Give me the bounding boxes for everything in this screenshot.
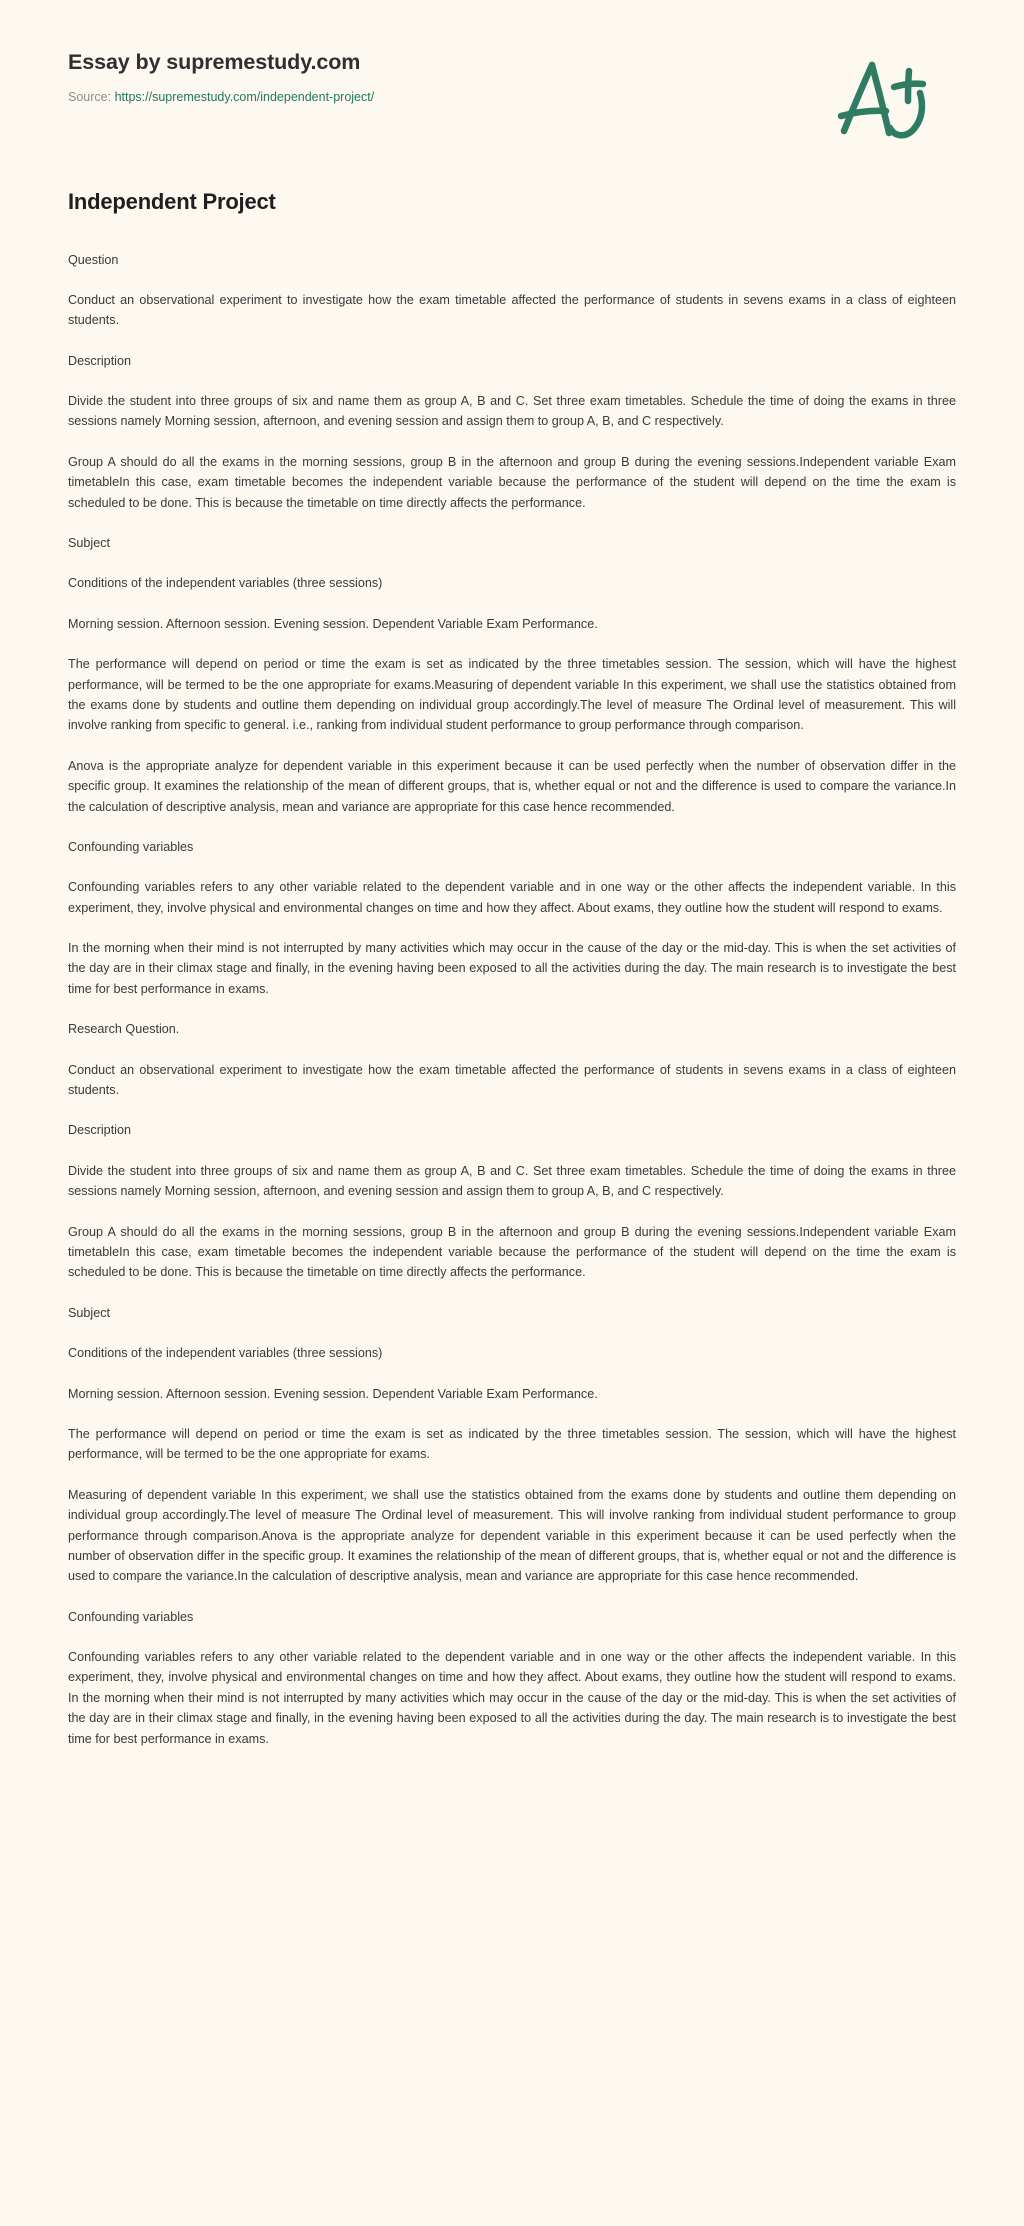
site-title: Essay by supremestudy.com (68, 50, 361, 74)
body-paragraph: Group A should do all the exams in the morning sessions, group B in the afternoon and group B during the evening sessions.Independent variable Exam timetableIn this case, exam timetable becomes the independent variable because the performance of the student will depend on the time the exam is scheduled to be done. This is because the timetable on time directly affects the performance. (68, 454, 956, 510)
body-paragraph: Conduct an observational experiment to investigate how the exam timetable affected the performance of students in sevens exams in a class of eighteen students. (68, 1062, 956, 1098)
body-paragraph: Divide the student into three groups of six and name them as group A, B and C. Set three exam timetables. Schedule the time of doing the exams in three sessions namely Morning session, afternoon, and evening session and assign them to group A, B, and C respectively. (68, 394, 956, 429)
body-paragraph: Measuring of dependent variable In this experiment, we shall use the statistics obtained from the exams done by students and outline them depending on individual group accordingly.The level of measure The Ordinal level of measurement. This will involve ranking from individual student performance to group performance through comparison.Anova is the appropriate analyze for dependent variable in this experiment because it can be used perfectly when the number of observation differ in the specific group. It examines the relationship of the mean of different groups, that is, whether equal or not and the difference is used to compare the variance.In the calculation of descriptive analysis, mean and variance are appropriate for this case hence recommended. (68, 1487, 956, 1584)
body-paragraph: Confounding variables refers to any other variable related to the dependent variable and in one way or the other affects the independent variable. In this experiment, they, involve physical and environmental changes on time and how they affect. About exams, they outline how the student will respond to exams. In the morning when their mind is not interrupted by many activities which may occur in the cause of the day or the mid-day. This is when the set activities of the day are in their climax stage and finally, in the evening having been exposed to all the activities during the day. The main research is to investigate the best time for best performance in exams. (68, 1650, 956, 1746)
section-label: Subject (68, 536, 111, 551)
section-label: Research Question. (68, 1022, 180, 1037)
source-line (68, 89, 374, 107)
body-paragraph: Group A should do all the exams in the morning sessions, group B in the afternoon and group B during the evening sessions.Independent variable Exam timetableIn this case, exam timetable becomes the independent variable because the performance of the student will depend on the time the exam is scheduled to be done. This is because the timetable on time directly affects the performance. (68, 1224, 956, 1280)
section-label: Description (68, 1123, 131, 1138)
section-label: Conditions of the independent variables (three sessions) (68, 1346, 383, 1361)
body-paragraph: In the morning when their mind is not interrupted by many activities which may occur in the cause of the day or the mid-day. This is when the set activities of the day are in their climax stage and finally, in the evening having been exposed to all the activities during the day. The main research is to investigate the best time for best performance in exams. (68, 941, 956, 996)
header-left (68, 46, 374, 106)
body-paragraph: The performance will depend on period or time the exam is set as indicated by the three timetables session. The session, which will have the highest performance, will be termed to be the one appropriate for exams.Measuring of dependent variable In this experiment, we shall use the statistics obtained from the exams done by students and outline them depending on individual group accordingly.The level of measure The Ordinal level of measurement. This will involve ranking from specific to general. i.e., ranking from individual student performance to group performance through comparison. (68, 657, 956, 733)
a-plus-logo-icon (814, 46, 964, 146)
section-label: Confounding variables (68, 839, 194, 854)
section-label: Confounding variables (68, 1609, 194, 1624)
body-paragraph: Conduct an observational experiment to investigate how the exam timetable affected the performance of students in sevens exams in a class of eighteen students. (68, 292, 956, 328)
section-label: Description (68, 353, 131, 368)
source-label: Source: (68, 89, 112, 104)
section-label: Morning session. Afternoon session. Evening session. Dependent Variable Exam Performance. (68, 1386, 598, 1401)
section-label: Question (68, 252, 119, 267)
paragraph-list (68, 250, 956, 1750)
document-body (0, 150, 1024, 1773)
section-label: Morning session. Afternoon session. Evening session. Dependent Variable Exam Performance. (68, 616, 598, 631)
body-paragraph: Anova is the appropriate analyze for dependent variable in this experiment because it can be used perfectly when the number of observation differ in the specific group. It examines the relationship of the mean of different groups, that is, whether equal or not and the difference is used to compare the variance.In the calculation of descriptive analysis, mean and variance are appropriate for this case hence recommended. (68, 758, 956, 814)
body-paragraph: Confounding variables refers to any other variable related to the dependent variable and in one way or the other affects the independent variable. In this experiment, they, involve physical and environmental changes on time and how they affect. About exams, they outline how the student will respond to exams. (68, 880, 956, 915)
body-paragraph: The performance will depend on period or time the exam is set as indicated by the three timetables session. The session, which will have the highest performance, will be termed to be the one appropriate for exams. (68, 1426, 956, 1462)
section-label: Conditions of the independent variables (three sessions) (68, 576, 383, 591)
page-title: Independent Project (68, 189, 276, 214)
section-label: Subject (68, 1305, 111, 1320)
source-url-link[interactable]: https://supremestudy.com/independent-project/ (114, 89, 375, 104)
body-paragraph: Divide the student into three groups of six and name them as group A, B and C. Set three exam timetables. Schedule the time of doing the exams in three sessions namely Morning session, afternoon, and evening session and assign them to group A, B, and C respectively. (68, 1163, 956, 1199)
site-header (0, 0, 1024, 150)
